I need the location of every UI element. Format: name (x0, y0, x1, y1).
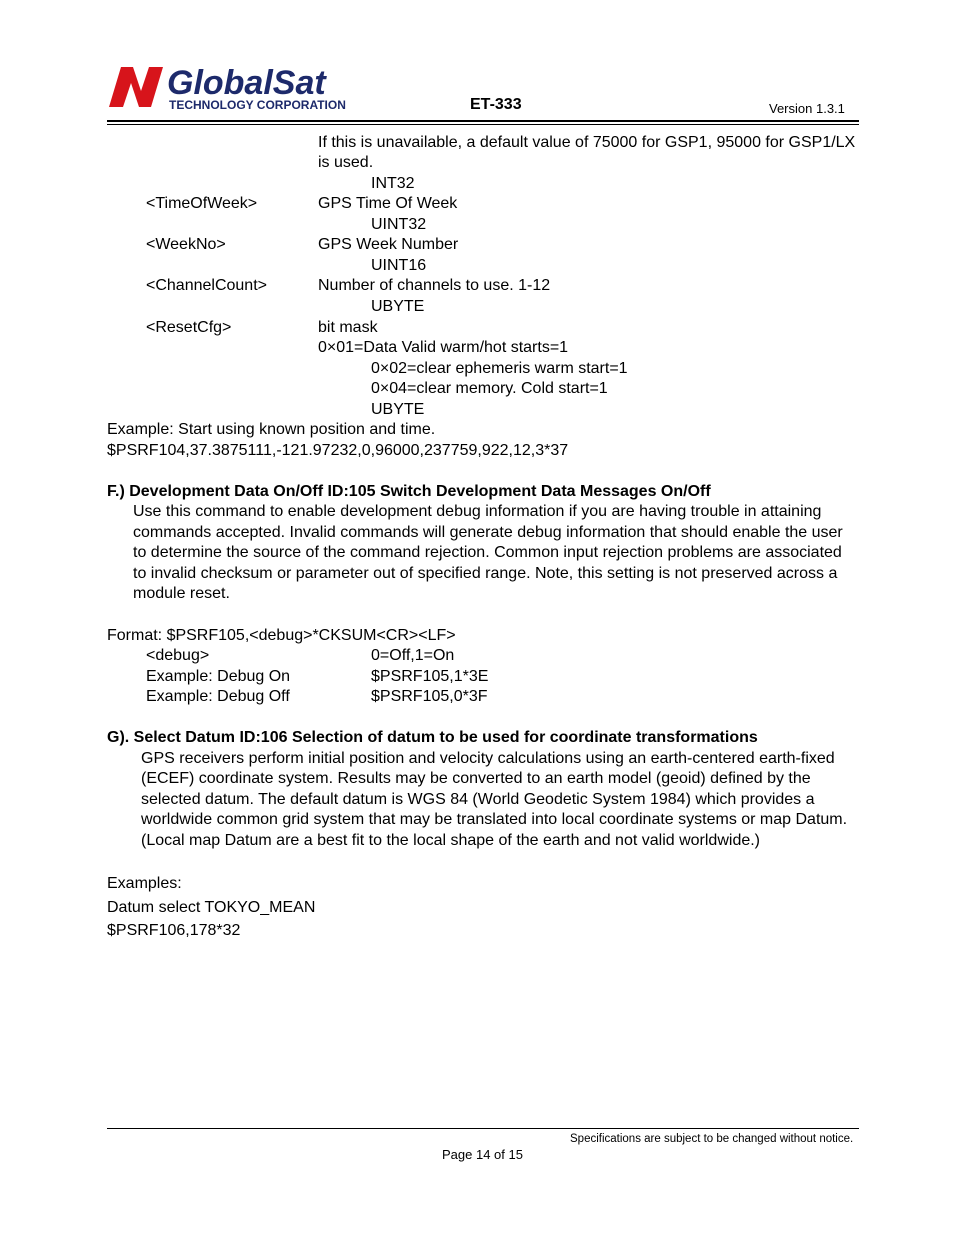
param-intro-line: If this is unavailable, a default value of 75000 for GSP1, 95000 for GSP1/LX (318, 134, 856, 151)
datum-line: Datum select TOKYO_MEAN (107, 899, 316, 916)
examples-label: Examples: (107, 875, 182, 892)
example-command: $PSRF105,1*3E (371, 668, 489, 685)
format-line: Format: $PSRF105,<debug>*CKSUM<CR><LF> (107, 627, 456, 644)
paragraph-line: commands accepted. Invalid commands will generate debug information that should enable the user (133, 524, 843, 541)
reset-bit-line: 0×04=clear memory. Cold start=1 (371, 380, 608, 397)
param-desc: Number of channels to use. 1-12 (318, 277, 551, 294)
header-rule-bottom (107, 124, 859, 125)
globalsat-logo (107, 63, 357, 113)
reset-bit-line: 0×01=Data Valid warm/hot starts=1 (318, 339, 569, 356)
paragraph-line: to invalid checksum or parameter out of specified range. Note, this setting is not preserved across a (133, 565, 838, 582)
example-label: Example: Debug On (146, 668, 291, 685)
paragraph-line: worldwide common grid system that may be translated into local coordinate systems or map Datum. (141, 811, 848, 828)
document-title: ET-333 (470, 96, 522, 113)
param-intro-line: is used. (318, 154, 374, 171)
example-label: Example: Debug Off (146, 688, 290, 705)
paragraph-line: Use this command to enable development debug information if you are having trouble in attaining (133, 503, 822, 520)
page-number: Page 14 of 15 (442, 1147, 523, 1162)
example-label: Example: Start using known position and time. (107, 421, 436, 438)
footer-notice: Specifications are subject to be changed without notice. (570, 1133, 854, 1145)
example-command: $PSRF104,37.3875111,-121.97232,0,96000,237759,922,12,3*37 (107, 442, 569, 459)
param-type: UBYTE (371, 401, 425, 418)
version-label: Version 1.3.1 (769, 101, 845, 116)
paragraph-line: (Local map Datum are a best fit to the local shape of the earth and not valid worldwide.) (141, 832, 761, 849)
logo-subtitle: TECHNOLOGY CORPORATION (169, 98, 346, 112)
param-name: <TimeOfWeek> (146, 195, 258, 212)
param-desc: bit mask (318, 319, 378, 336)
paragraph-line: selected datum. The default datum is WGS 84 (World Geodetic System 1984) which provides a (141, 791, 815, 808)
paragraph-line: (ECEF) coordinate system. Results may be converted to an earth model (geoid) defined by the (141, 770, 811, 787)
section-heading: F.) Development Data On/Off ID:105 Switch Development Data Messages On/Off (107, 483, 711, 500)
param-desc: GPS Week Number (318, 236, 459, 253)
section-heading: G). Select Datum ID:106 Selection of datum to be used for coordinate transformations (107, 729, 758, 746)
param-type: UBYTE (371, 298, 425, 315)
param-name: <ChannelCount> (146, 277, 267, 294)
logo-wordmark: GlobalSat (167, 64, 326, 102)
datum-command: $PSRF106,178*32 (107, 922, 241, 939)
param-name: <ResetCfg> (146, 319, 232, 336)
param-type: INT32 (371, 175, 415, 192)
footer-rule (107, 1128, 859, 1129)
param-value: 0=Off,1=On (371, 647, 455, 664)
reset-bit-line: 0×02=clear ephemeris warm start=1 (371, 360, 628, 377)
param-name: <WeekNo> (146, 236, 226, 253)
param-desc: GPS Time Of Week (318, 195, 458, 212)
header-rule-top (107, 120, 859, 122)
paragraph-line: to determine the source of the command rejection. Common input rejection problems are associated (133, 544, 842, 561)
param-type: UINT16 (371, 257, 427, 274)
paragraph-line: GPS receivers perform initial position and velocity calculations using an earth-centered earth-fixed (141, 750, 835, 767)
paragraph-line: module reset. (133, 585, 230, 602)
param-name: <debug> (146, 647, 210, 664)
param-type: UINT32 (371, 216, 427, 233)
example-command: $PSRF105,0*3F (371, 688, 488, 705)
